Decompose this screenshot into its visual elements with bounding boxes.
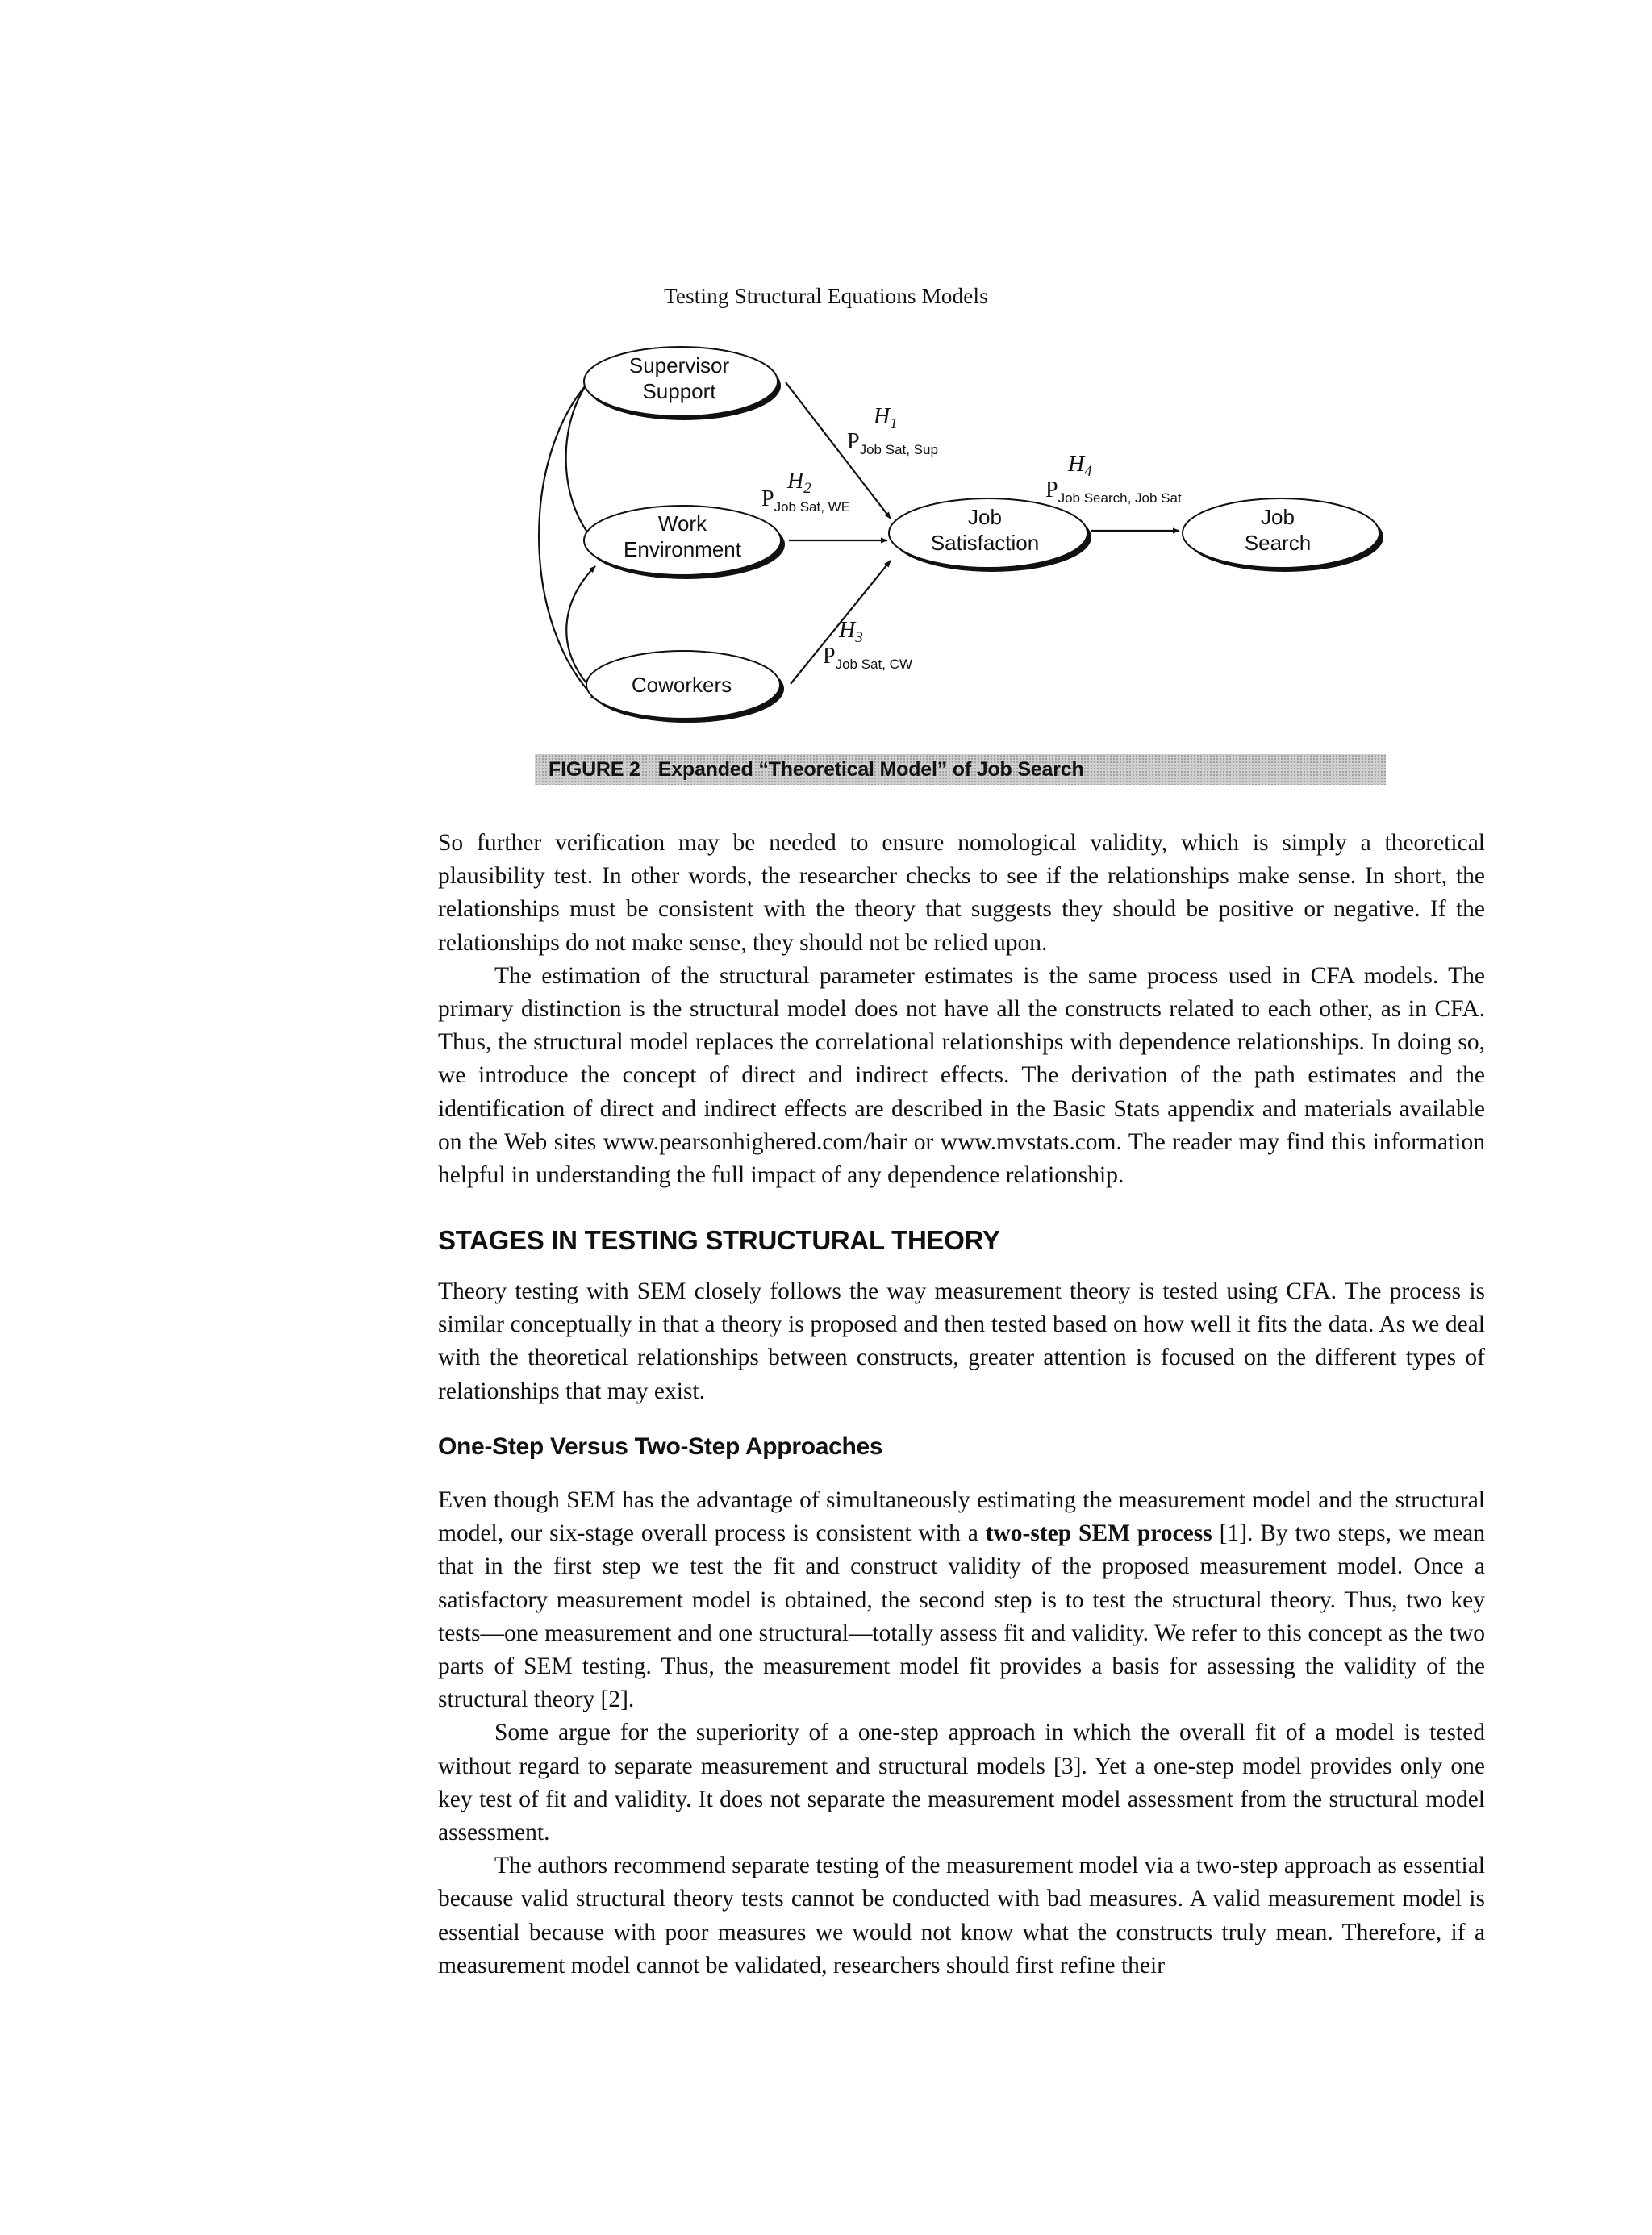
node-label: Supervisor: [628, 353, 730, 377]
path-label-h1: [847, 404, 938, 457]
svg-text:H1: $H_1$: [874, 404, 898, 432]
paragraph: Theory testing with SEM closely follows the way measurement theory is tested using CFA. The process is similar conceptually in that a theory is proposed and then tested based on how well it fits the data. As we deal with the theoretical relationships between constructs, greater attention is focused on the different types of relationships that may exist.: [438, 1278, 1485, 1404]
node-label: Work: [657, 511, 707, 536]
body-block-3: [438, 1484, 1485, 1983]
node-job-search: [1183, 498, 1383, 572]
section-heading: STAGES IN TESTING STRUCTURAL THEORY: [438, 1225, 1000, 1255]
node-label: Job: [968, 505, 1002, 529]
node-label: Search: [1244, 531, 1312, 555]
node-job-satisfaction: [889, 498, 1091, 572]
svg-text:H2: $H_2$: [787, 469, 811, 497]
svg-text:PJob Sat, Sup: $P_{Job Sat, Sup}$: [847, 429, 938, 457]
node-label: Environment: [624, 537, 741, 561]
node-coworkers: [586, 651, 784, 723]
figure-label: FIGURE 2: [549, 758, 640, 781]
body-block-1: [438, 827, 1485, 1192]
paragraph: Even though SEM has the advantage of simultaneously estimating the measurement model and the structural model, our six-stage overall process is consistent with a two-step SEM process [1]. By two steps, we mean that in the first step we test the fit and construct validity of the proposed measurement model. Once a satisfactory measurement model is obtained, the second step is to test the structural theory. Thus, two key tests—one measurement and one structural—totally assess fit and validity. We refer to this concept as the two parts of SEM testing. Thus, the measurement model fit provides a basis for assessing the validity of the structural theory [2].: [438, 1487, 1486, 1713]
bold-term: two-step SEM process: [985, 1520, 1212, 1547]
svg-text:H3: $H_3$: [839, 618, 863, 646]
figure-caption: [549, 758, 1084, 782]
path-diagram: [0, 0, 1652, 750]
paragraph: The authors recommend separate testing of the measurement model via a two-step approach as essential because valid structural theory tests cannot be conducted with bad measures. A valid measurement model is essential because with poor measures we would not know what the constructs truly mean. Therefore, if a measurement model cannot be validated, researchers should first refine their: [438, 1853, 1485, 1979]
path-label-h3: [823, 618, 912, 672]
node-label: Coworkers: [631, 673, 732, 697]
path-label-h4: [1045, 452, 1182, 506]
running-head: Testing Structural Equations Models: [664, 284, 988, 308]
node-work-environment: [584, 506, 785, 579]
node-label: Satisfaction: [930, 531, 1040, 555]
body-block-2: [438, 1275, 1485, 1408]
paragraph: The estimation of the structural parameter estimates is the same process used in CFA models. The primary distinction is the structural model does not have all the constructs related to each other, as in CFA. Thus, the structural model replaces the correlational relationships with dependence relationships. In doing so, we introduce the concept of direct and indirect effects. The derivation of the path estimates and the identification of direct and indirect effects are described in the Basic Stats appendix and materials available on the Web sites www.pearsonhighered.com/hair or www.mvstats.com. The reader may find this information helpful in understanding the full impact of any dependence relationship.: [438, 962, 1485, 1189]
svg-text:H4: $H_4$: [1068, 452, 1092, 480]
svg-text:PJob Sat, CW: $P_{Job Sat, CW}$: [823, 644, 912, 672]
svg-text:PJob Sat, WE: $P_{Job Sat, WE}$: [761, 486, 851, 515]
subsection-heading: One-Step Versus Two-Step Approaches: [438, 1433, 883, 1460]
figure-caption-text: Expanded “Theoretical Model” of Job Search: [657, 758, 1084, 781]
node-label: Job: [1261, 505, 1295, 529]
paragraph: Some argue for the superiority of a one-step approach in which the overall fit of a model is tested without regard to separate measurement and structural models [3]. Yet a one-step model provides only one key test of fit and validity. It does not separate the measurement model assessment from the structural model assessment.: [438, 1720, 1485, 1846]
path-label-h2: [761, 469, 850, 515]
node-label: Support: [642, 379, 716, 403]
svg-text:PJob Search, Job Sat: $P_{Job Search, Job Sat}$: [1045, 477, 1182, 506]
node-supervisor-support: [584, 347, 781, 420]
correlation-arrow-sup-work: [566, 376, 595, 542]
paragraph: So further verification may be needed to ensure nomological validity, which is simply a theoretical plausibility test. In other words, the researcher checks to see if the relationships make sense. In short, the relationships must be consistent with the theory that suggests they should be positive or negative. If the relationships do not make sense, they should not be relied upon.: [438, 830, 1485, 956]
